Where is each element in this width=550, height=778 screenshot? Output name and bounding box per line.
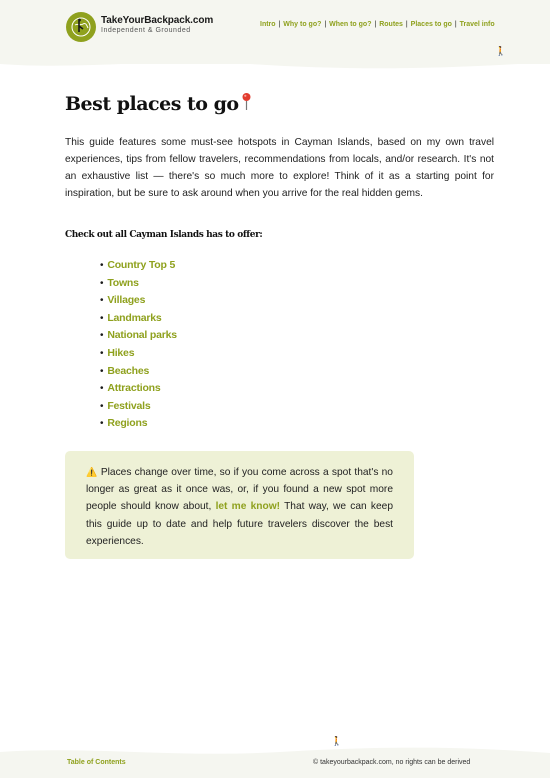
link-attractions[interactable]: Attractions: [107, 382, 161, 395]
feedback-callout: [65, 451, 414, 559]
bullet-icon: •: [100, 312, 104, 324]
nav-routes[interactable]: Routes: [379, 21, 403, 28]
page-title-text: Best places to go: [65, 93, 239, 115]
link-country-top-5[interactable]: Country Top 5: [107, 259, 176, 271]
nav-travel-info[interactable]: Travel info: [459, 21, 495, 28]
bullet-icon: •: [100, 295, 104, 307]
link-festivals[interactable]: Festivals: [107, 399, 151, 412]
bullet-icon: •: [100, 400, 104, 412]
list-item[interactable]: [100, 363, 177, 381]
link-towns[interactable]: Towns: [107, 276, 139, 289]
nav-why-to-go[interactable]: Why to go?: [283, 21, 322, 28]
brand-tagline: Independent & Grounded: [101, 27, 191, 34]
hiker-icon: 🚶: [331, 736, 343, 746]
brand-name: TakeYourBackpack.com: [101, 15, 214, 26]
link-regions[interactable]: Regions: [107, 417, 148, 430]
nav-intro[interactable]: Intro: [260, 21, 276, 28]
let-me-know-link[interactable]: let me know!: [215, 501, 281, 513]
header-wave: [0, 56, 550, 76]
bullet-icon: •: [100, 418, 104, 430]
nav-when-to-go[interactable]: When to go?: [329, 21, 372, 28]
list-item[interactable]: [100, 275, 177, 293]
link-hikes[interactable]: Hikes: [107, 346, 135, 359]
list-item[interactable]: [100, 292, 177, 310]
list-item[interactable]: [100, 257, 177, 275]
hiker-icon: 🚶: [495, 46, 507, 56]
bullet-icon: •: [100, 330, 104, 342]
bullet-icon: •: [100, 347, 104, 359]
bullet-icon: •: [100, 260, 104, 271]
links-heading: Check out all Cayman Islands has to offer:: [65, 230, 263, 240]
list-item[interactable]: [100, 398, 177, 416]
bullet-icon: •: [100, 277, 104, 289]
table-of-contents-link[interactable]: Table of Contents: [67, 759, 126, 766]
link-villages[interactable]: Villages: [107, 294, 146, 307]
logo-icon[interactable]: [66, 12, 96, 42]
brand[interactable]: [101, 15, 213, 34]
places-link-list: [100, 257, 177, 433]
bullet-icon: •: [100, 365, 104, 377]
top-nav: Intro | Why to go? | When to go? | Routes | Places to go | Travel info: [260, 21, 495, 28]
pin-icon: [241, 92, 252, 112]
link-landmarks[interactable]: Landmarks: [107, 311, 162, 324]
list-item[interactable]: [100, 345, 177, 363]
callout-text-before: Places change over time, so if you come across a spot that's no longer as great as it once was, or, if you found a new spot more people should know about,: [86, 467, 393, 513]
link-national-parks[interactable]: National parks: [107, 329, 177, 342]
callout-text-after: That way, we can keep this guide up to date and help future travelers discover the best experiences.: [86, 501, 394, 547]
list-item[interactable]: [100, 415, 177, 433]
warning-icon: ⚠️: [86, 467, 98, 477]
page-title: [65, 92, 252, 115]
copyright-text: © takeyourbackpack.com, no rights can be derived: [313, 759, 471, 766]
list-item[interactable]: [100, 310, 177, 328]
bullet-icon: •: [100, 383, 104, 395]
list-item[interactable]: [100, 327, 177, 345]
list-item[interactable]: [100, 380, 177, 398]
nav-places-to-go[interactable]: Places to go: [410, 21, 452, 28]
link-beaches[interactable]: Beaches: [107, 364, 150, 377]
intro-paragraph: This guide features some must-see hotspots in Cayman Islands, based on my own travel experiences, tips from fellow travelers, recommendations from locals, and/or research. It's not an exhaustive list — there's so much more to explore! Think of it as a starting point for inspiration, but be sure to ask around when you arrive for the real hidden gems.: [65, 137, 494, 199]
